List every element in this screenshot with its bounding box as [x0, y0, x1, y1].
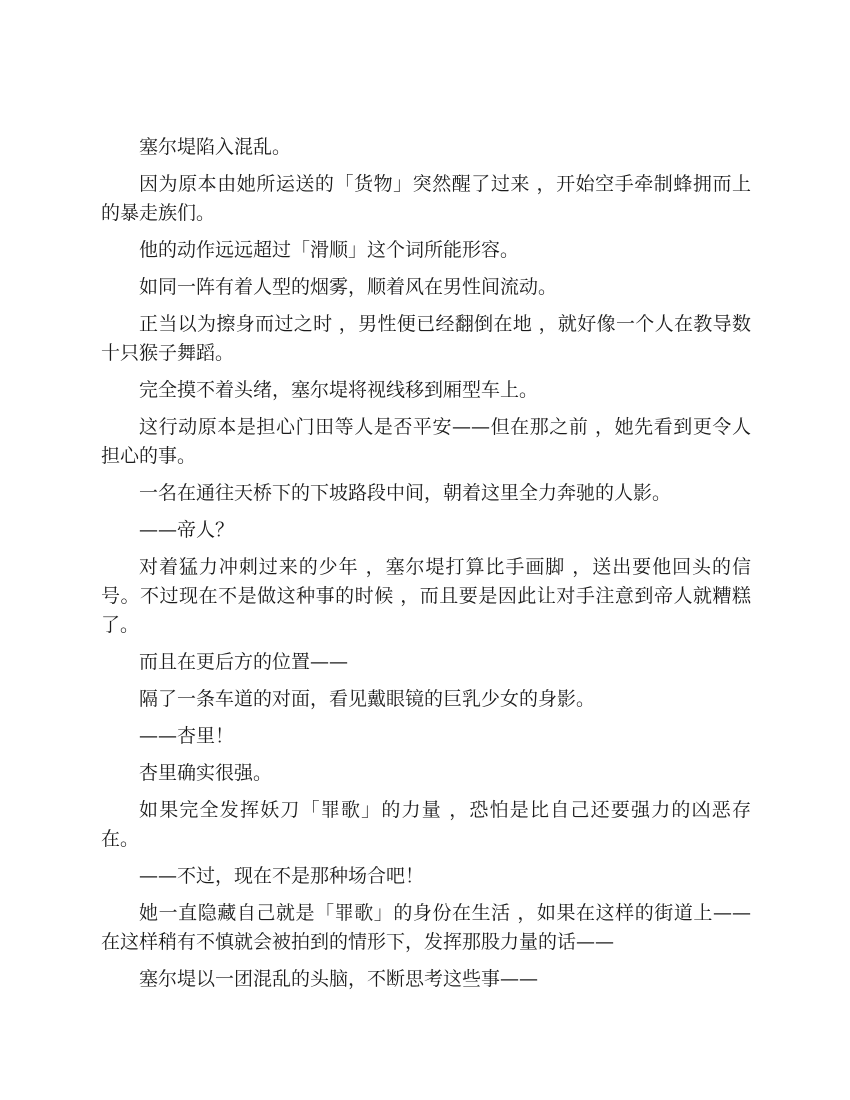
paragraph: 因为原本由她所运送的「货物」突然醒了过来 ，开始空手牵制蜂拥而上的暴走族们。: [101, 173, 751, 224]
paragraph: 他的动作远远超过「滑顺」这个词所能形容。: [139, 239, 520, 261]
paragraph: 对着猛力冲刺过来的少年 ，塞尔堤打算比手画脚 ，送出要他回头的信号。不过现在不是做这种事的时候 ，而且要是因此让对手注意到帝人就糟糕了。: [101, 556, 751, 636]
document-page: [101, 133, 751, 1002]
paragraph: 塞尔堤陷入混乱。: [139, 136, 292, 158]
paragraph: 这行动原本是担心门田等人是否平安——但在那之前 ，她先看到更令人担心的事。: [101, 416, 751, 467]
paragraph: 如果完全发挥妖刀「罪歌」的力量 ，恐怕是比自己还要强力的凶恶存在。: [101, 799, 751, 850]
paragraph: 杏里确实很强。: [139, 762, 273, 784]
paragraph: ——帝人？: [139, 519, 235, 541]
paragraph: 塞尔堤以一团混乱的头脑，不断思考这些事——: [139, 968, 539, 990]
paragraph: 而且在更后方的位置——: [139, 651, 349, 673]
paragraph: 如同一阵有着人型的烟雾，顺着风在男性间流动。: [139, 276, 558, 298]
paragraph: 隔了一条车道的对面，看见戴眼镜的巨乳少女的身影。: [139, 688, 596, 710]
paragraph: 完全摸不着头绪，塞尔堤将视线移到厢型车上。: [139, 379, 539, 401]
paragraph: 一名在通往天桥下的下坡路段中间，朝着这里全力奔驰的人影。: [139, 482, 672, 504]
paragraph: 正当以为擦身而过之时 ，男性便已经翻倒在地 ，就好像一个人在教导数十只猴子舞蹈。: [101, 313, 751, 364]
paragraph: ——杏里！: [139, 725, 235, 747]
paragraph: ——不过，现在不是那种场合吧！: [139, 865, 425, 887]
paragraph: 她一直隐藏自己就是「罪歌」的身份在生活 ，如果在这样的街道上——在这样稍有不慎就会被拍到的情形下，发挥那股力量的话——: [101, 902, 751, 953]
